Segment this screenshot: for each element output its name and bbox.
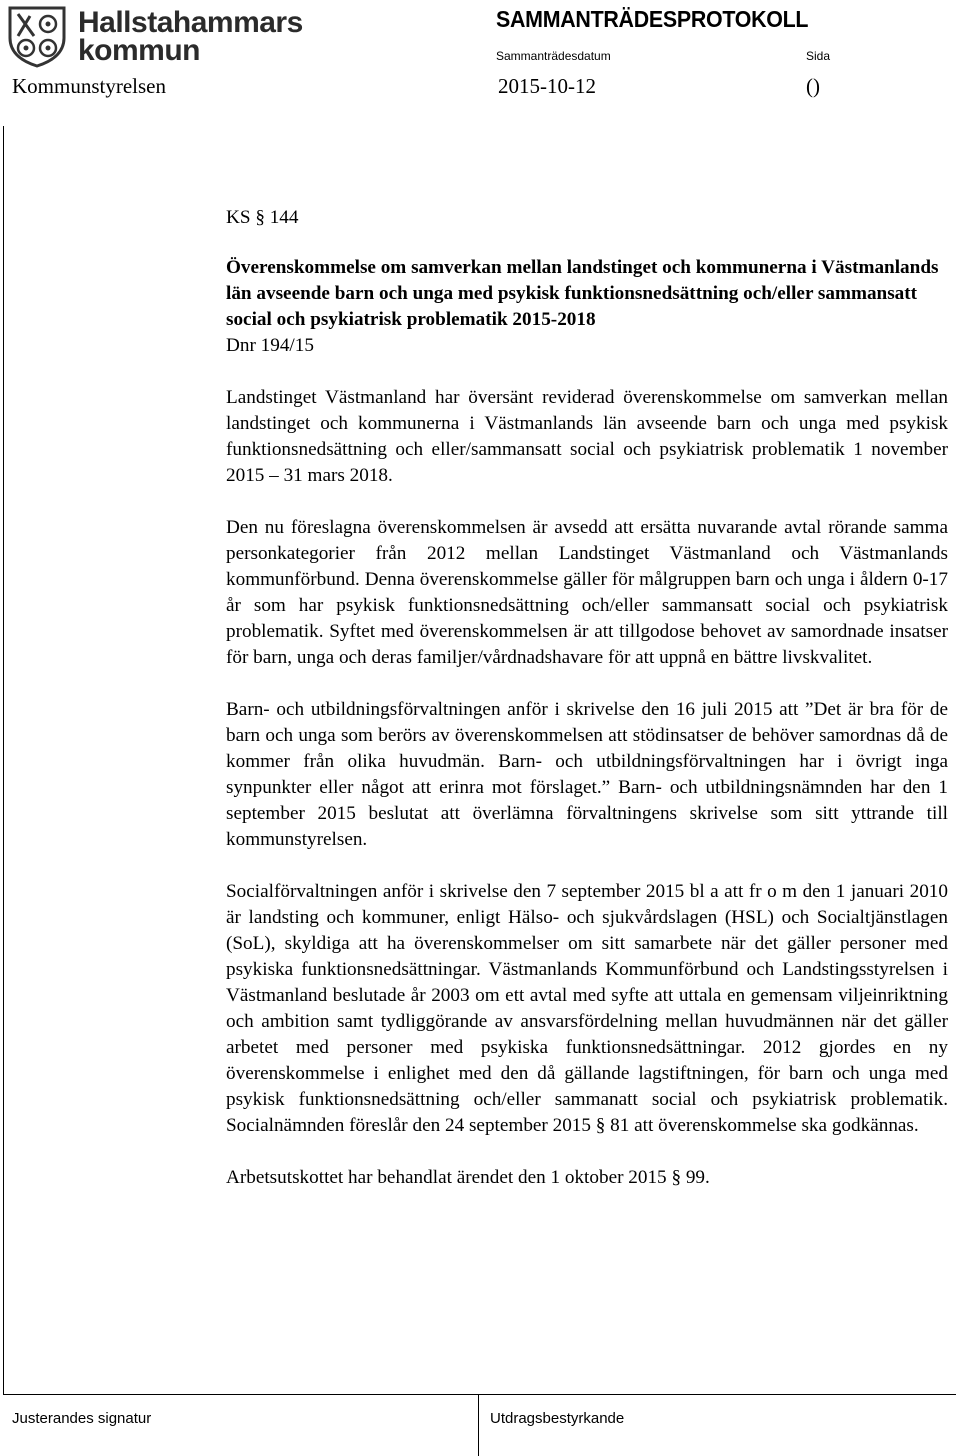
committee-name: Kommunstyrelsen [12,74,166,98]
logo-text-line1: Hallstahammars [78,6,303,39]
footer-divider [478,1394,479,1456]
paragraph: Arbetsutskottet har behandlat ärendet den 1 oktober 2015 § 99. [226,1167,710,1188]
left-margin-rule [3,126,4,1394]
paragraph: Socialförvaltningen anför i skrivelse den 7 september 2015 bl a att fr o m den 1 januari 2010 är landsting och kommuner, enligt Hälso- och sjukvårdslagen (HSL) och Socialtjänstlagen (SoL), skyldiga att ha överenskommelser om sitt samarbete när det gäller personer med psykiska funktionsnedsättningar. Västmanlands Kommunförbund och Landstingsstyrelsen i Västmanland beslutade år 2003 om ett avtal med syfte att uttala en gemensam viljeinriktning och ambition samt tydliggörande av ansvarsfördelning mellan huvudmännen när det gäller arbetet med personer med psykiska funktionsnedsättningar. 2012 gjordes en ny överenskommelse i enlighet med den då gällande lagstiftningen, för barn och unga med psykisk funktionsnedsättning och/eller sammanatt social och psykiatrisk problematik. Socialnämnden föreslår den 24 september 2015 § 81 att överenskommelse ska godkännas. [226,881,948,1136]
certification-label: Utdragsbestyrkande [490,1410,625,1427]
municipality-logo [8,6,303,68]
paragraph: Barn- och utbildningsförvaltningen anför i skrivelse den 16 juli 2015 att ”Det är bra för de barn och unga som berörs av överenskommelsen att stödinsatser de behöver samordnas då de kommer från olika huvudmän. Barn- och utbildningsförvaltningen har i övrigt inga synpunkter eller något att erinra mot förslaget.” Barn- och utbildningsnämnden har den 1 september 2015 beslutat att överlämna förvaltningens skrivelse som sitt yttrande till kommunstyrelsen. [226,699,948,850]
protocol-section [226,205,948,1217]
case-number: KS § 144 [226,207,299,228]
registration-number: Dnr 194/15 [226,335,314,356]
paragraph: Den nu föreslagna överenskommelsen är avsedd att ersätta nuvarande avtal rörande samma personkategorier från 2012 mellan Landstinget Västmanland och Västmanlands kommunförbund. Denna överenskommelse gäller för målgruppen barn och unga i åldern 0-17 år som har psykisk funktionsnedsättning och/eller sammansatt social och psykiatrisk problematik. Syftet med överenskommelsen är att tillgodose behovet av samordnade insatser för barn, unga och deras familjer/vårdnadshavare för att uppnå en bättre livskvalitet. [226,517,948,668]
document-title: SAMMANTRÄDESPROTOKOLL [496,6,809,32]
signature-label: Justerandes signatur [12,1410,152,1427]
page-label: Sida [806,49,831,63]
footer-rule [3,1394,956,1395]
section-title: Överenskommelse om samverkan mellan landstinget och kommunerna i Västmanlands län avseende barn och unga med psykisk funktionsnedsättning och/eller sammansatt social och psykiatrisk problematik 2015-2018 [226,257,939,330]
coat-of-arms-icon [8,6,66,68]
logo-text-line2: kommun [78,34,201,67]
page-number: () [806,74,820,98]
paragraph: Landstinget Västmanland har översänt reviderad överenskommelse om samverkan mellan landstinget och kommunerna i Västmanlands län avseende barn och unga med psykisk funktionsnedsättning och eller/sammansatt social och psykiatrisk problematik 1 november 2015 – 31 mars 2018. [226,387,948,486]
meeting-date: 2015-10-12 [498,74,596,98]
meeting-date-label: Sammanträdesdatum [496,49,611,63]
